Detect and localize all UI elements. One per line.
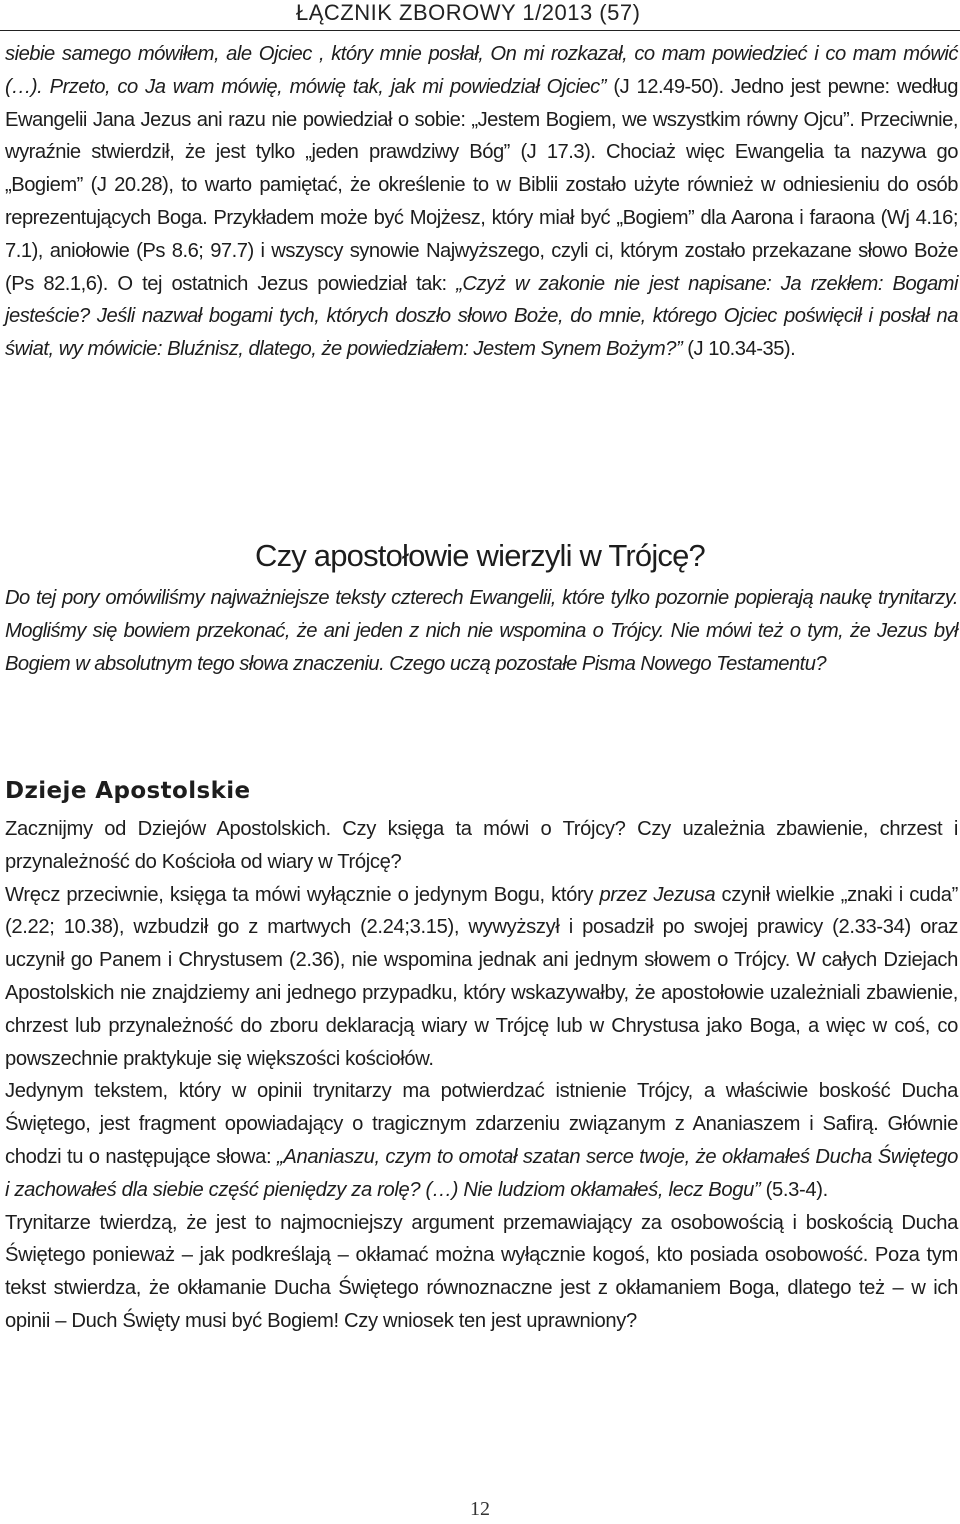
emphasis-text: przez Jezusa bbox=[599, 883, 716, 906]
paragraph bbox=[5, 1075, 958, 1206]
body-text: (5.3-4). bbox=[760, 1178, 828, 1201]
body-text: Jedynym tekstem, który w opinii trynitarzy ma potwierdzać istnienie Trójcy, a właściwie boskość Ducha Świętego, jest fragment opowiadający o tragicznym zdarzeniu związanym z Ananiaszem i Safirą. Głównie chodzi tu o następujące słowa: bbox=[5, 1080, 958, 1168]
lead-paragraph: Do tej pory omówiliśmy najważniejsze teksty czterech Ewangelii, które tylko pozornie popierają naukę trynitarzy. Mogliśmy się bowiem przekonać, że ani jeden z nich nie wspomina o Trójcy. Nie mówi też o tym, że Jezus był Bogiem w absolutnym tego słowa znaczeniu. Czego uczą pozostałe Pisma Nowego Testamentu? bbox=[5, 587, 958, 675]
quote-text: „Ananiaszu, czym to omotał szatan serce twoje, że okłamałeś Ducha Świętego i zachowałeś dla siebie część pieniędzy za rolę? (…) Nie ludziom okłamałeś, lecz Bogu” bbox=[5, 1145, 958, 1201]
body-text: (J 12.49-50). Jedno jest pewne: według Ewangelii Jana Jezus ani razu nie powiedział o sobie: „Jestem Bogiem, we wszystkim równy Ojcu”. Przeciwnie, wyraźnie stwierdził, że jest tylko „jeden prawdziwy Bóg” (J 17.3). Chociaż więc Ewangelia ta nazywa go „Bogiem” (J 20.28), to warto pamiętać, że określenie to w Biblii zostało użyte również w odniesieniu do osób reprezentujących Boga. Przykładem może być Mojżesz, który miał być „Bogiem” dla Aarona i faraona (Wj 4.16; 7.1), aniołowie (Ps 8.6; 97.7) i wszyscy synowie Najwyższego, czyli ci, którym zostało przekazane słowo Boże (Ps 82.1,6). O tej ostatnich Jezus powiedział tak: bbox=[5, 75, 959, 295]
page-number: 12 bbox=[470, 1498, 490, 1520]
intro-paragraph bbox=[5, 38, 958, 366]
body-text: (J 10.34-35). bbox=[682, 338, 796, 361]
running-header bbox=[0, 0, 960, 31]
paragraph bbox=[5, 879, 958, 1076]
quote-text: „Czyż w zakonie nie jest napisane: Ja rzekłem: Bogami jesteście? Jeśli nazwał bogami tych, których doszło słowo Boże, do mnie, którego Ojciec poświęcił i posłał na świat, wy mówicie: Bluźnisz, dlatego, że powiedziałem: Jestem Synem Bożym?” bbox=[5, 272, 958, 361]
intro-text bbox=[5, 38, 958, 366]
section-lead bbox=[5, 582, 958, 680]
body-text: czynił wielkie „znaki i cuda” (2.22; 10.38), wzbudził go z martwych (2.24;3.15), wywyższył i posadził po swojej prawicy (2.33-34) oraz uczynił go Panem i Chrystusem (2.36), nie wspomina jednak ani jednym słowem o Trójcy. W całych Dziejach Apostolskich nie znajdziemy ani jednego przypadku, który wskazywałby, że apostołowie uzależniali zbawienie, chrzest lub przynależność do zboru deklaracją wiary w Trójcę lub w Chrystusa jako Boga, a więc w coś, co powszechnie praktykuje się większości kościołów. bbox=[5, 883, 958, 1070]
publication-title: ŁĄCZNIK ZBOROWY 1/2013 (57) bbox=[296, 0, 641, 25]
section-heading: Czy apostołowie wierzyli w Trójcę? bbox=[254, 538, 706, 573]
paragraph: Trynitarze twierdzą, że jest to najmocniejszy argument przemawiający za osobowością i boskością Ducha Świętego ponieważ – jak podkreślają – okłamać można wyłącznie kogoś, kto posiada osobowość. Poza tym tekst stwierdza, że okłamanie Ducha Świętego równoznaczne jest z okłamaniem Boga, dlatego też – w ich opinii – Duch Święty musi być Bogiem! Czy wniosek ten jest uprawniony? bbox=[5, 1211, 958, 1332]
quote-text: siebie samego mówiłem, ale Ojciec , który mnie posłał, On mi rozkazał, co mam powiedzieć i co mam mówić (…). Przeto, co Ja wam mówię, mówię tak, jak mi powiedział Ojciec” bbox=[5, 43, 958, 98]
body-text: Wręcz przeciwnie, księga ta mówi wyłącznie o jedynym Bogu, który bbox=[5, 883, 600, 906]
subsection-body bbox=[5, 813, 958, 1338]
paragraph: Zacznijmy od Dziejów Apostolskich. Czy księga ta mówi o Trójcy? Czy uzależnia zbawienie, chrzest i przynależność do Kościoła od wiary w Trójcę? bbox=[5, 818, 958, 873]
subsection-heading: Dzieje Apostolskie bbox=[5, 778, 251, 804]
